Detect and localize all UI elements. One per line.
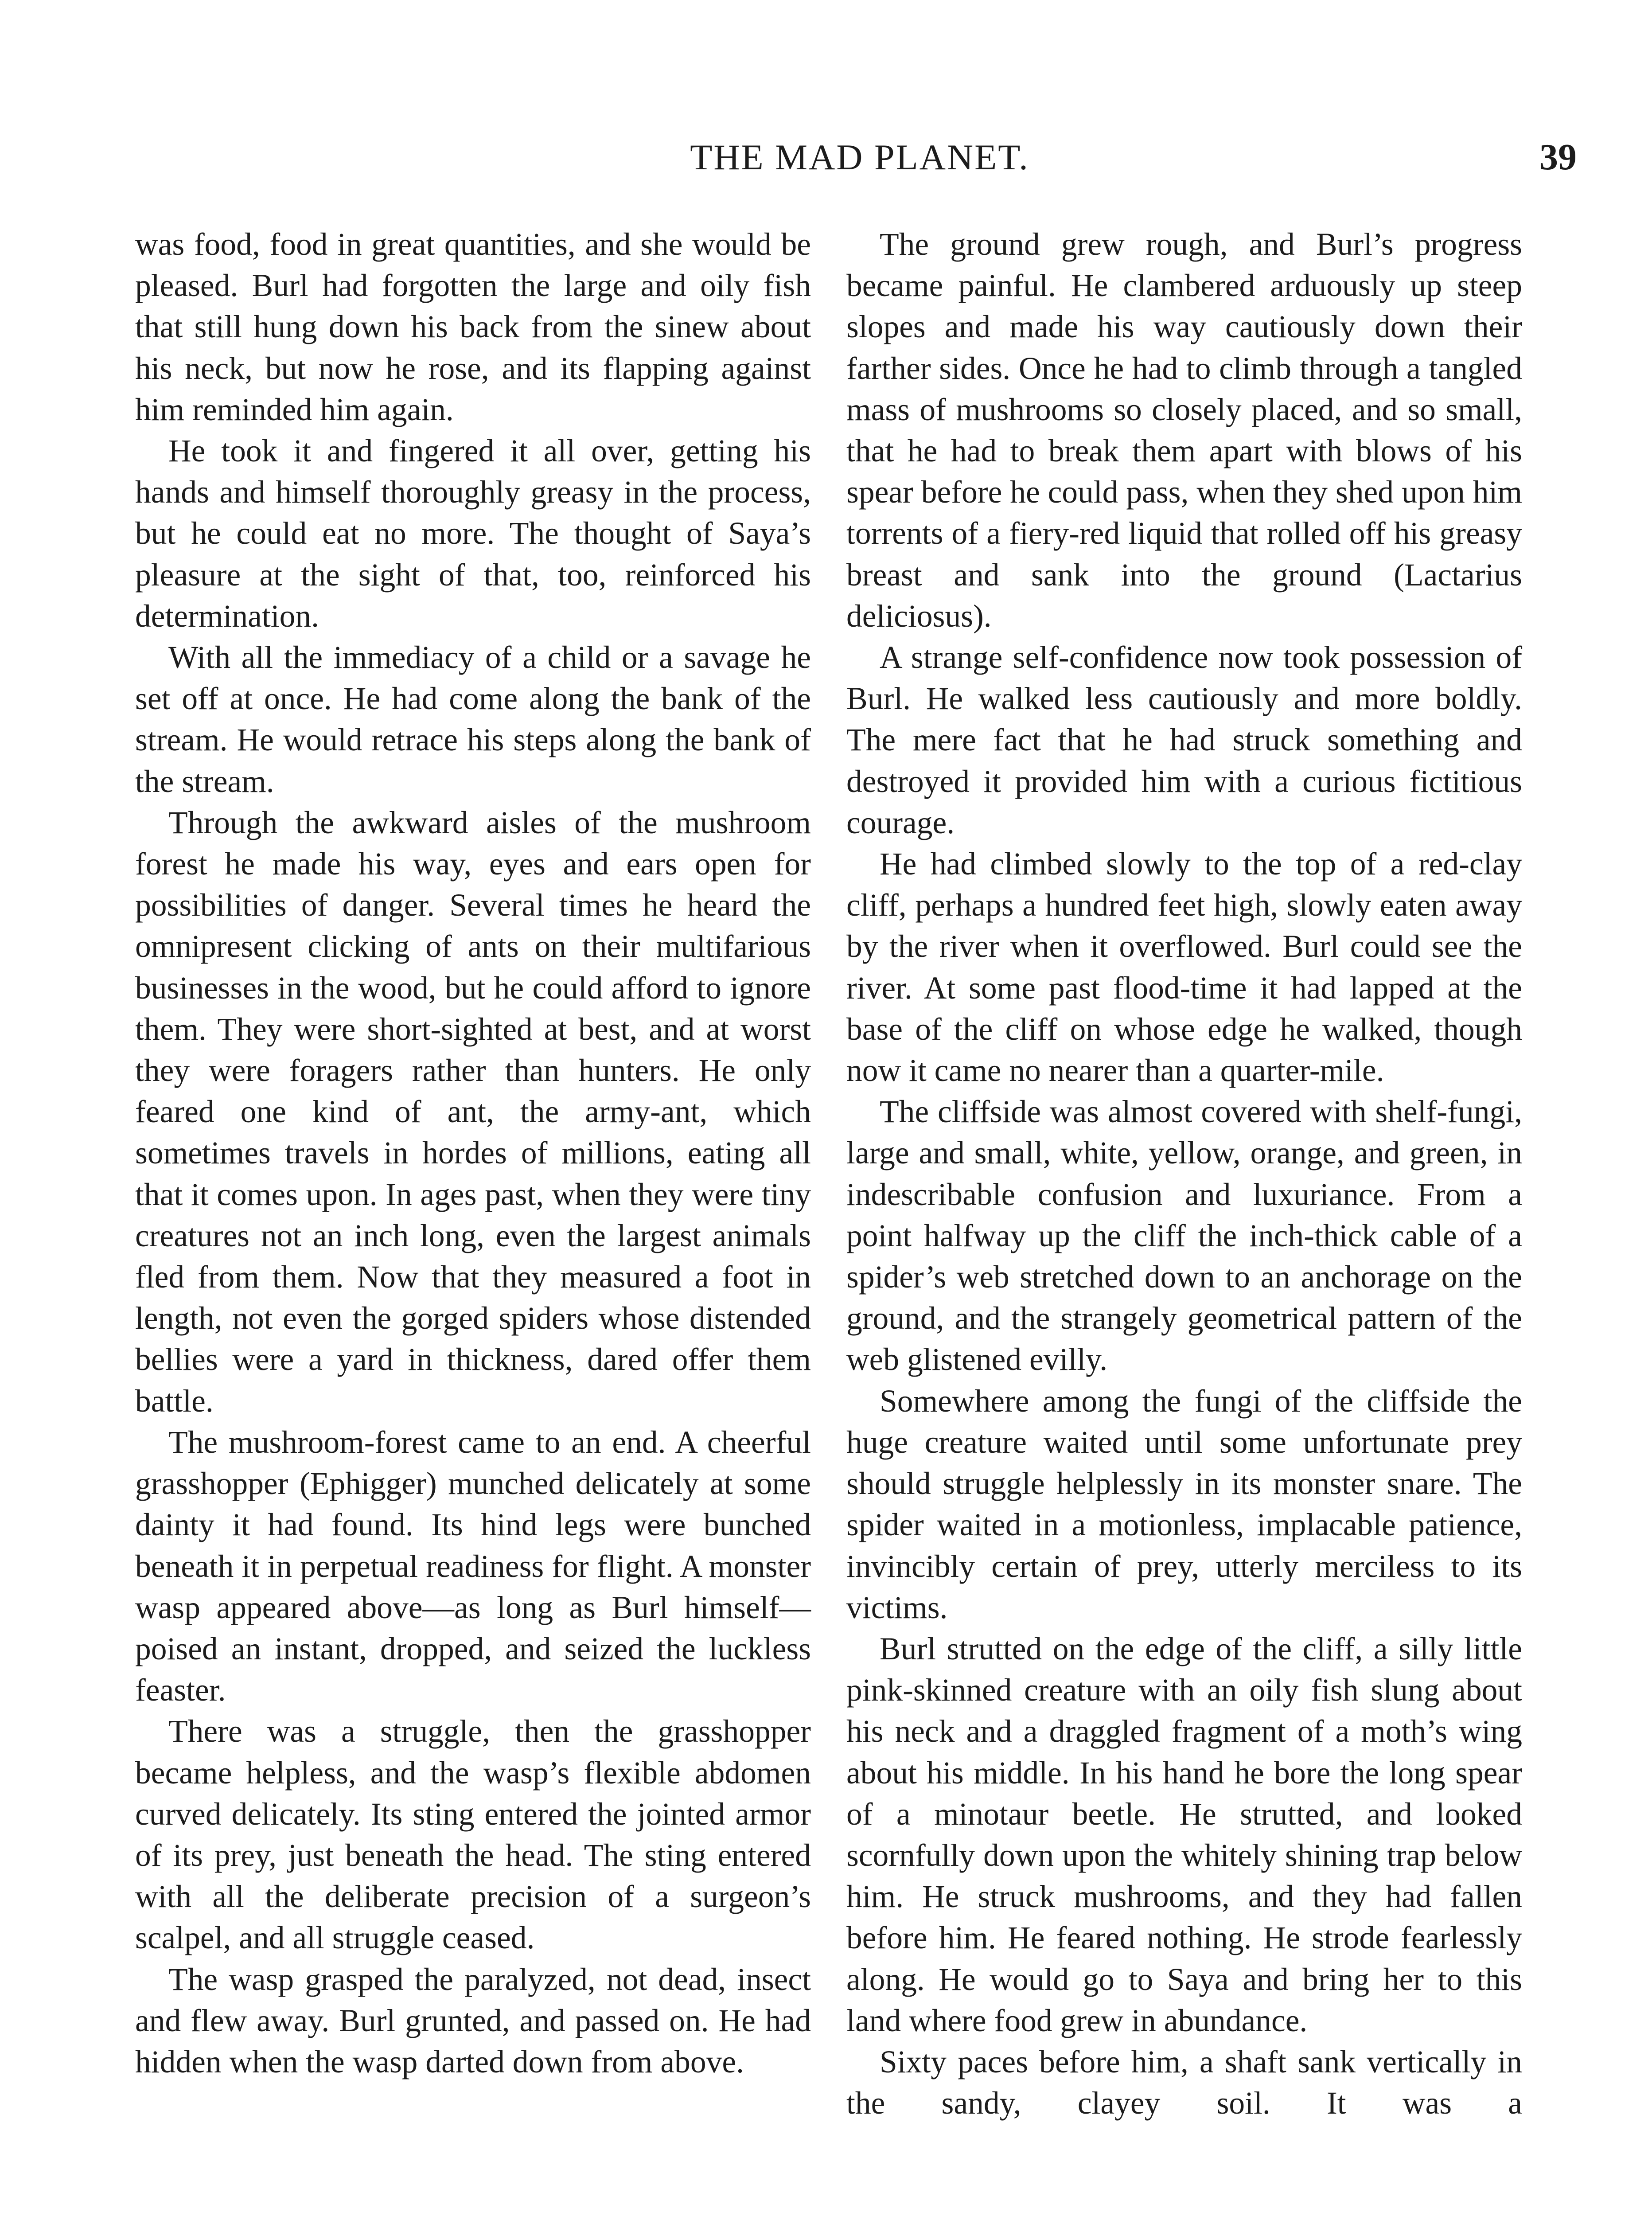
paragraph: He took it and fingered it all over, getting his hands and himself thoroughly greasy in the process, but he could eat no more. The thought of Saya’s pleasure at the sight of that, too, reinforced his determination.: [135, 433, 811, 634]
paragraph: There was a struggle, then the grasshopper became helpless, and the wasp’s flexible abdomen curved delicately. Its sting entered the jointed armor of its prey, just beneath the head. The sting entered with all the deliberate precision of a surgeon’s scalpel, and all struggle ceased.: [135, 1714, 811, 1956]
paragraph: Sixty paces before him, a shaft sank vertically in the sandy, clayey soil. It was a: [846, 2044, 1522, 2121]
paragraph: Through the awkward aisles of the mushroom forest he made his way, eyes and ears open for possibilities of danger. Several times he heard the omnipresent clicking of ants on their multifarious businesses in the wood, but he could afford to ignore them. They were short-sighted at best, and at worst they were foragers rather than hunters. He only feared one kind of ant, the army-ant, which sometimes travels in hordes of millions, eating all that it comes upon. In ages past, when they were tiny creatures not an inch long, even the largest animals fled from them. Now that they measured a foot in length, not even the gorged spiders whose distended bellies were a yard in thickness, dared offer them battle.: [135, 805, 811, 1419]
text-column-right: [846, 224, 1522, 2124]
paragraph: Burl strutted on the edge of the cliff, a silly little pink-skinned creature with an oily fish slung about his neck and a draggled fragment of a moth’s wing about his middle. In his hand he bore the long spear of a minotaur beetle. He strutted, and looked scornfully down upon the whitely shining trap below him. He struck mushrooms, and they had fallen before him. He feared nothing. He strode fearlessly along. He would go to Saya and bring her to this land where food grew in abundance.: [846, 1631, 1522, 2038]
text-column-left: [135, 224, 811, 2083]
paragraph: was food, food in great quantities, and she would be pleased. Burl had forgotten the large and oily fish that still hung down his back from the sinew about his neck, but now he rose, and its flapping against him reminded him again.: [135, 227, 811, 427]
running-title: THE MAD PLANET.: [690, 137, 1029, 177]
page-number: 39: [1539, 137, 1577, 178]
paragraph: The mushroom-forest came to an end. A cheerful grasshopper (Ephigger) munched delicately at some dainty it had found. Its hind legs were bunched beneath it in perpetual readiness for flight. A monster wasp appeared above—as long as Burl himself—poised an instant, dropped, and seized the luckless feaster.: [135, 1424, 811, 1708]
paragraph: He had climbed slowly to the top of a red-clay cliff, perhaps a hundred feet high, slowly eaten away by the river when it overflowed. Burl could see the river. At some past flood-time it had lapped at the base of the cliff on whose edge he walked, though now it came no nearer than a quarter-mile.: [846, 847, 1522, 1088]
paragraph: Somewhere among the fungi of the cliffside the huge creature waited until some unfortunate prey should struggle helplessly in its monster snare. The spider waited in a motionless, implacable patience, invincibly certain of prey, utterly merciless to its victims.: [846, 1383, 1522, 1625]
paragraph: The cliffside was almost covered with shelf-fungi, large and small, white, yellow, orange, and green, in indescribable confusion and luxuriance. From a point halfway up the cliff the inch-thick cable of a spider’s web stretched down to an anchorage on the ground, and the strangely geometrical pattern of the web glistened evilly.: [846, 1094, 1522, 1377]
paragraph: With all the immediacy of a child or a savage he set off at once. He had come along the bank of the stream. He would retrace his steps along the bank of the stream.: [135, 640, 811, 799]
paragraph: A strange self-confidence now took possession of Burl. He walked less cautiously and more boldly. The mere fact that he had struck something and destroyed it provided him with a curious fictitious courage.: [846, 640, 1522, 840]
running-head: [0, 133, 1652, 182]
paragraph: The ground grew rough, and Burl’s progress became painful. He clambered arduously up steep slopes and made his way cautiously down their farther sides. Once he had to climb through a tangled mass of mushrooms so closely placed, and so small, that he had to break them apart with blows of his spear before he could pass, when they shed upon him torrents of a fiery-red liquid that rolled off his greasy breast and sank into the ground (Lactarius deliciosus).: [846, 227, 1522, 634]
paragraph: The wasp grasped the paralyzed, not dead, insect and flew away. Burl grunted, and passed on. He had hidden when the wasp darted down from above.: [135, 1962, 811, 2079]
